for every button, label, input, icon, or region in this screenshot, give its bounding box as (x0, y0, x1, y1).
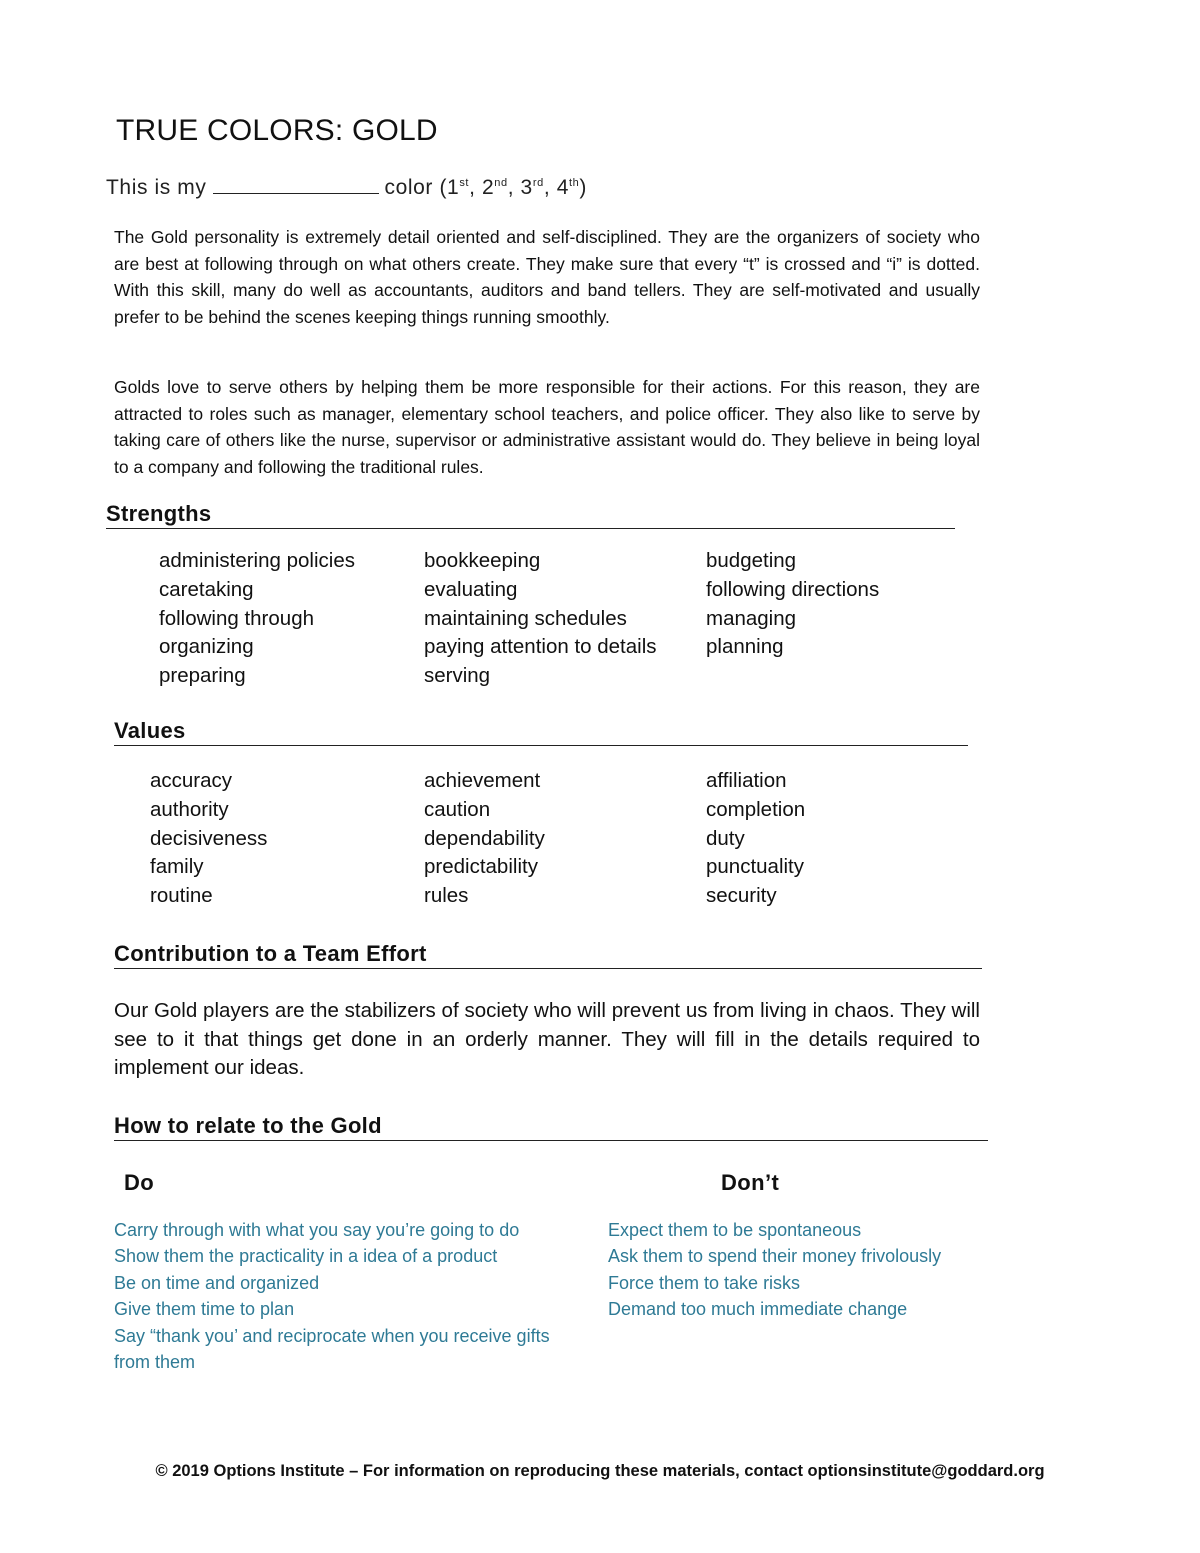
do-item: Give them time to plan (114, 1299, 295, 1320)
color-line-close: ) (579, 176, 587, 199)
ordinal-3: rd (532, 177, 544, 189)
relate-heading: How to relate to the Gold (114, 1113, 988, 1141)
intro-paragraph-2: Golds love to serve others by helping them be more responsible for their actions. For this reason, they are attracted to roles such as manager, elementary school teachers, and police officer. They also like to serve by taking care of others like the nurse, supervisor or administrative assistant would do. They believe in being loyal to a company and following the traditional rules. (114, 377, 980, 477)
strengths-heading: Strengths (106, 501, 955, 529)
value-item: affiliation (706, 769, 787, 792)
strength-item: preparing (159, 664, 246, 688)
value-item: dependability (424, 826, 545, 850)
intro-paragraph-1: The Gold personality is extremely detail oriented and self-disciplined. They are the organizers of society who are best at following through on what others create. They make sure that every “t” is crossed and “i” is dotted. With this skill, many do well as accountants, auditors and band tellers. They are self-motivated and usually prefer to be behind the scenes keeping things running smoothly. (114, 227, 980, 327)
value-item: accuracy (150, 769, 233, 792)
value-item: routine (150, 884, 213, 908)
contribution-text: Our Gold players are the stabilizers of society who will prevent us from living in chaos. They will see to it that things get done in an orderly manner. They will fill in the details required to implement our ideas. (114, 999, 980, 1079)
value-item: security (706, 884, 777, 908)
copyright-footer (0, 1462, 1200, 1481)
strength-item: maintaining schedules (424, 606, 627, 630)
ordinal-2: nd (494, 177, 508, 189)
dont-item: Force them to take risks (608, 1272, 801, 1293)
strength-item (706, 662, 966, 691)
value-item: predictability (424, 855, 538, 879)
dont-list (608, 1217, 998, 1323)
do-item: Say “thank you’ and reciprocate when you receive gifts from them (114, 1325, 550, 1373)
do-list (114, 1217, 584, 1375)
contribution-heading: Contribution to a Team Effort (114, 941, 982, 969)
dont-item: Demand too much immediate change (608, 1299, 908, 1320)
dont-label: Don’t (721, 1170, 780, 1195)
ordinal-1: st (459, 177, 470, 189)
color-line-suffix: color (1 (384, 176, 460, 199)
value-item: completion (706, 797, 806, 821)
value-item: authority (150, 797, 229, 821)
strength-item: following directions (706, 577, 880, 601)
strength-item: following through (159, 606, 314, 630)
strength-item: evaluating (424, 577, 518, 601)
do-item: Carry through with what you say you’re going to do (114, 1220, 520, 1240)
value-item: rules (424, 884, 469, 908)
value-item: family (150, 855, 204, 879)
strength-item: caretaking (159, 577, 254, 601)
values-grid (150, 767, 966, 911)
strengths-grid (159, 547, 966, 691)
values-heading: Values (114, 718, 968, 746)
value-item: duty (706, 826, 745, 850)
value-item: punctuality (706, 855, 805, 879)
footer-text: © 2019 Options Institute – For information on reproducing these materials, contact optionsinstitute@goddard.org (155, 1462, 1045, 1480)
ordinal-4: th (568, 177, 580, 189)
strength-item: bookkeeping (424, 549, 541, 572)
strength-item: organizing (159, 635, 254, 659)
value-item: decisiveness (150, 826, 268, 850)
sep-2: , 3 (507, 176, 533, 199)
strength-item: serving (424, 664, 491, 688)
value-item: caution (424, 797, 491, 821)
do-item: Be on time and organized (114, 1272, 320, 1293)
color-rank-line (106, 175, 587, 200)
strength-item: paying attention to details (424, 635, 657, 659)
sep-1: , 2 (469, 176, 495, 199)
do-label: Do (124, 1170, 155, 1195)
value-item: achievement (424, 769, 541, 792)
strength-item: planning (706, 635, 784, 659)
color-rank-blank (213, 175, 379, 194)
strength-item: budgeting (706, 549, 797, 572)
dont-item: Expect them to be spontaneous (608, 1220, 862, 1240)
dont-item: Ask them to spend their money frivolously (608, 1246, 942, 1267)
strength-item: administering policies (159, 549, 355, 572)
page-title: TRUE COLORS: GOLD (116, 114, 438, 147)
strength-item: managing (706, 606, 797, 630)
sep-3: , 4 (543, 176, 569, 199)
do-item: Show them the practicality in a idea of a product (114, 1246, 498, 1267)
color-line-prefix: This is my (106, 176, 207, 199)
